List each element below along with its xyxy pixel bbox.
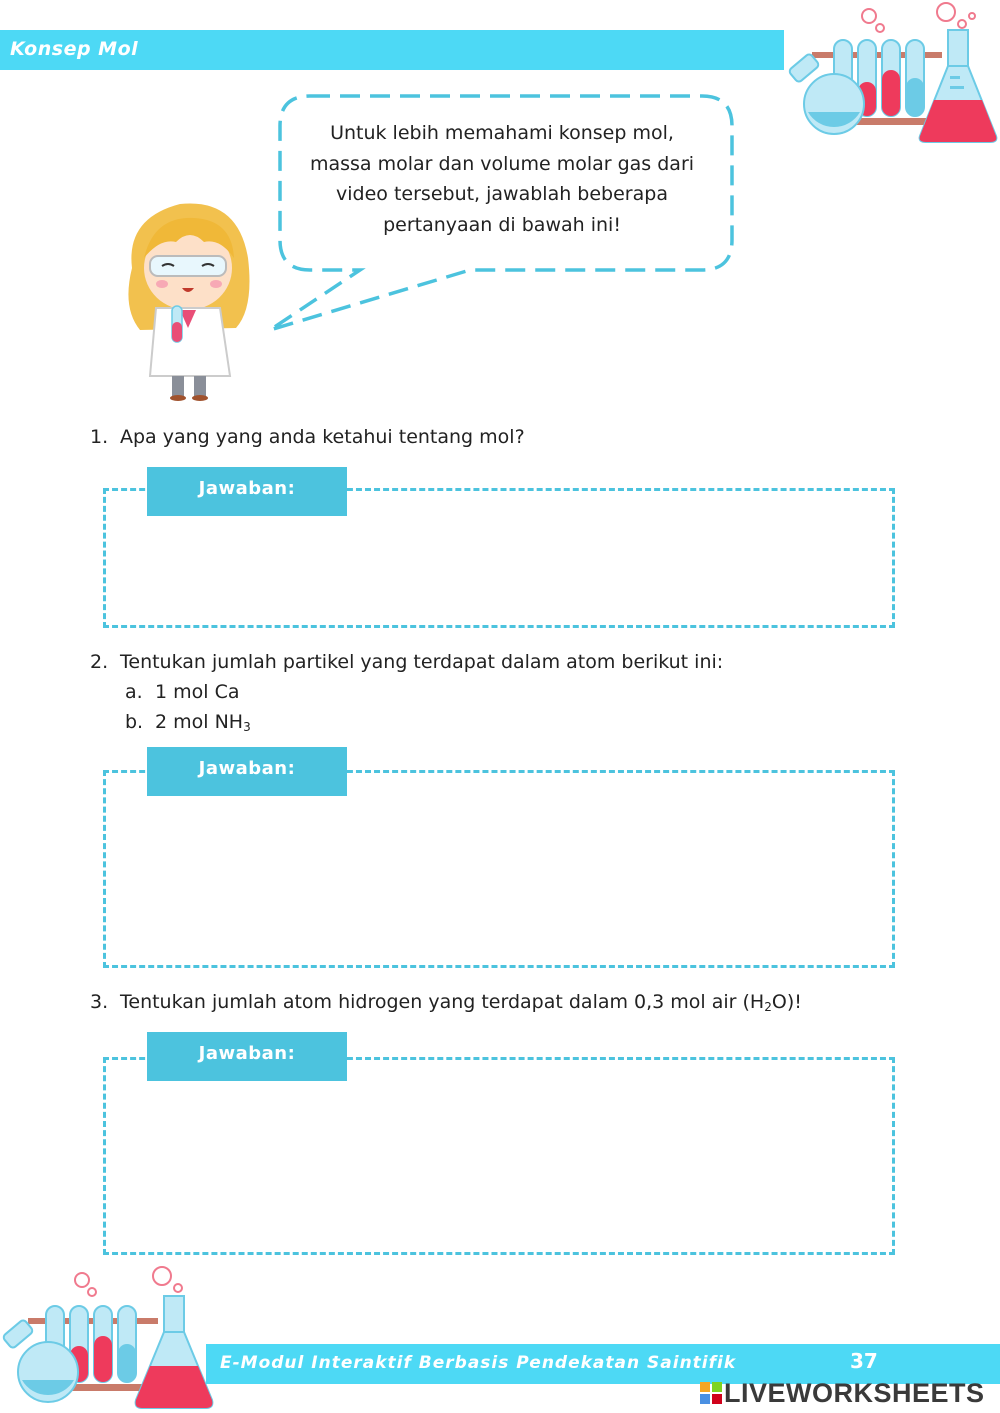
question-number: 3. <box>90 991 109 1013</box>
question-2 <box>90 651 723 673</box>
watermark-text: LIVEWORKSHEETS <box>724 1378 985 1408</box>
bubble-line: Untuk lebih memahami konsep mol, <box>330 122 674 144</box>
answer-label: Jawaban: <box>147 747 347 796</box>
watermark <box>700 1378 985 1409</box>
bubble-line: pertanyaan di bawah ini! <box>383 213 621 236</box>
question-number: 2. <box>90 651 109 673</box>
question-2-item-a <box>125 681 240 703</box>
question-1 <box>90 426 525 448</box>
answer-label: Jawaban: <box>147 1032 347 1081</box>
subscript: 2 <box>764 1000 772 1014</box>
page-number: 37 <box>850 1349 878 1373</box>
item-letter: a. <box>125 681 143 703</box>
question-text-end: O)! <box>771 991 802 1013</box>
footer-title: E-Modul Interaktif Berbasis Pendekatan Saintifik <box>220 1353 737 1373</box>
question-2-item-b <box>125 711 251 734</box>
question-3 <box>90 991 802 1014</box>
question-text: Apa yang yang anda ketahui tentang mol? <box>120 426 525 448</box>
subscript: 3 <box>243 720 251 734</box>
header-title: Konsep Mol <box>10 38 139 60</box>
scientist-girl-illustration <box>120 198 260 402</box>
liveworksheets-logo-icon <box>700 1382 722 1404</box>
speech-bubble-text <box>300 118 704 240</box>
lab-glassware-icon <box>0 1262 215 1412</box>
question-text: Tentukan jumlah partikel yang terdapat dalam atom berikut ini: <box>120 651 724 673</box>
bubble-line: massa molar dan volume molar gas dari <box>309 152 695 175</box>
lab-glassware-icon <box>784 0 1000 150</box>
item-text: 2 mol NH <box>155 711 244 733</box>
item-letter: b. <box>125 711 144 733</box>
item-text: 1 mol Ca <box>155 681 240 703</box>
question-text: Tentukan jumlah atom hidrogen yang terdapat dalam 0,3 mol air (H <box>120 991 765 1013</box>
answer-box-3[interactable] <box>103 1057 895 1255</box>
answer-box-2[interactable] <box>103 770 895 968</box>
bubble-line: video tersebut, jawablah beberapa <box>336 183 668 205</box>
question-number: 1. <box>90 426 109 448</box>
answer-label: Jawaban: <box>147 467 347 516</box>
